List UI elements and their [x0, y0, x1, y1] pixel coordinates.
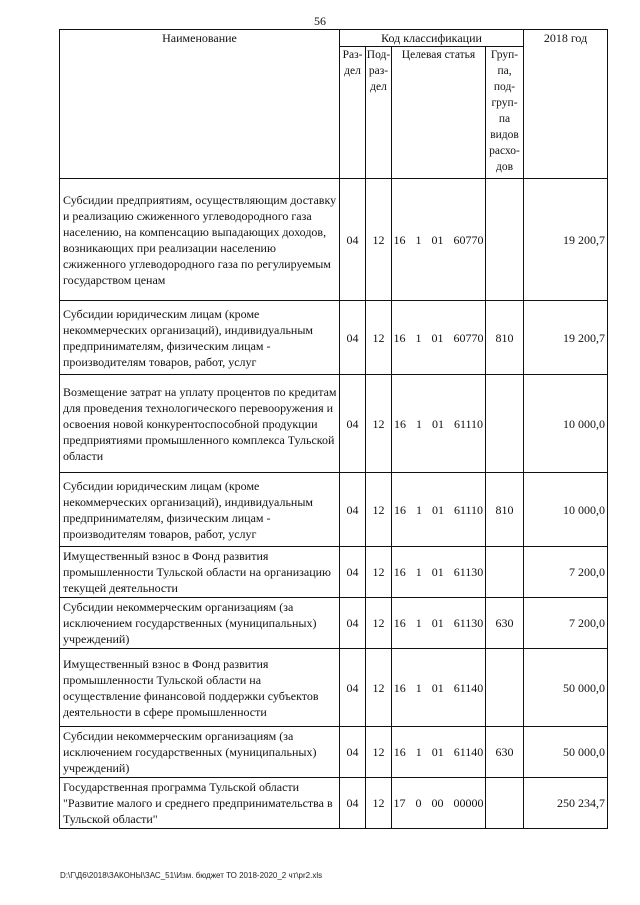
row-target-article: 16 1 01 60770: [392, 301, 486, 375]
row-expense-group: [486, 649, 524, 727]
table-row: [60, 649, 608, 727]
row-expense-group: 630: [486, 598, 524, 649]
table-row: [60, 778, 608, 829]
table-row: [60, 179, 608, 301]
row-expense-group: 630: [486, 727, 524, 778]
header-section: Раз- дел: [340, 47, 366, 179]
row-expense-group: [486, 547, 524, 598]
row-subsection: 12: [366, 778, 392, 829]
file-path-footer: D:\Г\Д6\2018\ЗАКОНЫ\ЗАС_51\Изм. бюджет ТО 2018-2020_2 чт\pr2.xls: [60, 871, 323, 880]
row-name: Государственная программа Тульской области "Развитие малого и среднего предпринимательства в Тульской области": [60, 778, 340, 829]
row-amount: 19 200,7: [524, 301, 608, 375]
row-amount: 50 000,0: [524, 727, 608, 778]
row-section: 04: [340, 649, 366, 727]
table-row: [60, 727, 608, 778]
row-amount: 7 200,0: [524, 598, 608, 649]
row-target-article: 16 1 01 61130: [392, 598, 486, 649]
row-target-article: 16 1 01 61140: [392, 649, 486, 727]
row-target-article: 16 1 01 60770: [392, 179, 486, 301]
table-row: [60, 301, 608, 375]
row-target-article: 16 1 01 61110: [392, 375, 486, 473]
row-name: Имущественный взнос в Фонд развития промышленности Тульской области на организацию текущей деятельности: [60, 547, 340, 598]
row-name: Возмещение затрат на уплату процентов по кредитам для проведения технологического перевооружения и освоения новой конкурентоспособной продукции предприятиями промышленного комплекса Тульской области: [60, 375, 340, 473]
row-name: Субсидии юридическим лицам (кроме некоммерческих организаций), индивидуальным предпринимателям, физическим лицам - производителям товаров, работ, услуг: [60, 301, 340, 375]
row-section: 04: [340, 598, 366, 649]
row-section: 04: [340, 547, 366, 598]
row-amount: 7 200,0: [524, 547, 608, 598]
row-subsection: 12: [366, 179, 392, 301]
header-row-top: [60, 30, 608, 47]
row-subsection: 12: [366, 727, 392, 778]
row-subsection: 12: [366, 547, 392, 598]
row-expense-group: 810: [486, 473, 524, 547]
table-row: [60, 473, 608, 547]
header-name: Наименование: [60, 30, 340, 179]
row-subsection: 12: [366, 598, 392, 649]
row-subsection: 12: [366, 375, 392, 473]
row-target-article: 16 1 01 61140: [392, 727, 486, 778]
row-section: 04: [340, 301, 366, 375]
table-row: [60, 375, 608, 473]
header-expense-group: Груп- па, под- груп- па видов расхо- дов: [486, 47, 524, 179]
row-section: 04: [340, 179, 366, 301]
header-classification-code: Код классификации: [340, 30, 524, 47]
row-target-article: 16 1 01 61130: [392, 547, 486, 598]
budget-table: [59, 29, 608, 829]
row-amount: 50 000,0: [524, 649, 608, 727]
page-number: 56: [314, 14, 326, 28]
row-amount: 250 234,7: [524, 778, 608, 829]
header-year: 2018 год: [524, 30, 608, 179]
table-row: [60, 598, 608, 649]
row-name: Субсидии предприятиям, осуществляющим доставку и реализацию сжиженного углеводородного газа населению, на компенсацию выпадающих доходов, возникающих при реализации населению сжиженного углеводородного газа по регулируемым государством ценам: [60, 179, 340, 301]
row-expense-group: [486, 179, 524, 301]
table-row: [60, 547, 608, 598]
row-name: Субсидии некоммерческим организациям (за исключением государственных (муниципальных) учреждений): [60, 598, 340, 649]
row-subsection: 12: [366, 301, 392, 375]
row-section: 04: [340, 375, 366, 473]
row-target-article: 17 0 00 00000: [392, 778, 486, 829]
row-section: 04: [340, 727, 366, 778]
row-name: Субсидии некоммерческим организациям (за исключением государственных (муниципальных) учреждений): [60, 727, 340, 778]
header-target-article: Целевая статья: [392, 47, 486, 179]
row-amount: 19 200,7: [524, 179, 608, 301]
row-subsection: 12: [366, 473, 392, 547]
row-amount: 10 000,0: [524, 473, 608, 547]
row-expense-group: [486, 375, 524, 473]
header-subsection: Под- раз- дел: [366, 47, 392, 179]
row-amount: 10 000,0: [524, 375, 608, 473]
row-subsection: 12: [366, 649, 392, 727]
row-section: 04: [340, 778, 366, 829]
row-section: 04: [340, 473, 366, 547]
row-name: Имущественный взнос в Фонд развития промышленности Тульской области на осуществление финансовой поддержки субъектов деятельности в сфере промышленности: [60, 649, 340, 727]
row-target-article: 16 1 01 61110: [392, 473, 486, 547]
row-expense-group: [486, 778, 524, 829]
row-expense-group: 810: [486, 301, 524, 375]
row-name: Субсидии юридическим лицам (кроме некоммерческих организаций), индивидуальным предпринимателям, физическим лицам - производителям товаров, работ, услуг: [60, 473, 340, 547]
